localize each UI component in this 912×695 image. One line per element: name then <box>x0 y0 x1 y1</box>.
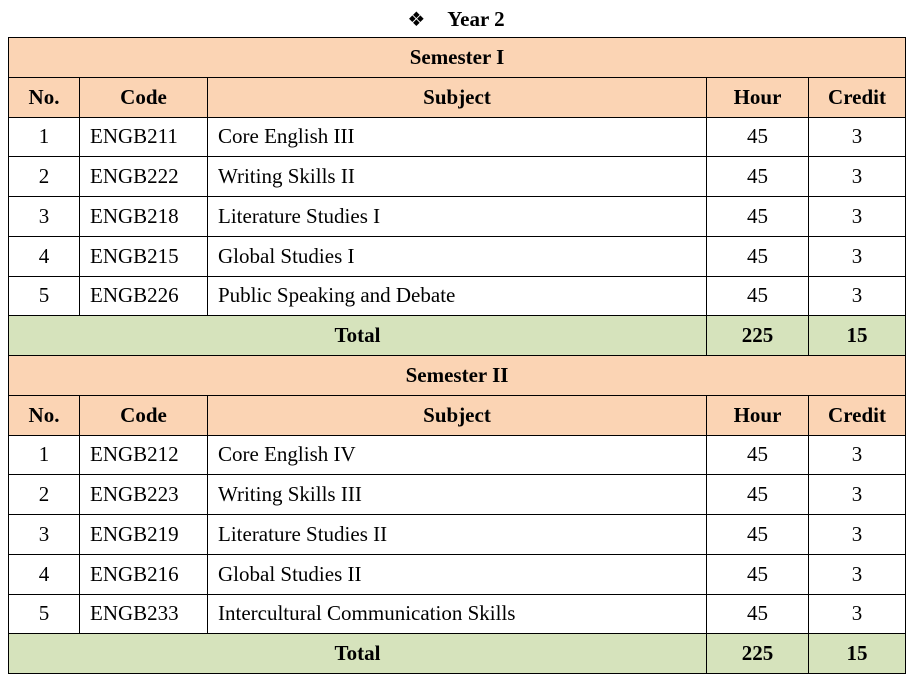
cell-code: ENGB219 <box>80 515 208 555</box>
cell-code: ENGB226 <box>80 276 208 316</box>
column-header-subject: Subject <box>208 395 707 435</box>
cell-code: ENGB222 <box>80 157 208 197</box>
cell-subject: Core English III <box>208 117 707 157</box>
cell-credit: 3 <box>809 435 906 475</box>
cell-credit: 3 <box>809 236 906 276</box>
column-header-hour: Hour <box>707 395 809 435</box>
year-heading: Year 2 <box>447 7 505 31</box>
cell-hour: 45 <box>707 475 809 515</box>
table-row <box>9 276 906 316</box>
cell-no: 2 <box>9 475 80 515</box>
total-credit: 15 <box>809 316 906 356</box>
semester-title: Semester II <box>9 356 906 396</box>
total-label: Total <box>9 634 707 674</box>
cell-subject: Literature Studies I <box>208 197 707 237</box>
cell-subject: Global Studies I <box>208 236 707 276</box>
cell-credit: 3 <box>809 594 906 634</box>
column-header-credit: Credit <box>809 395 906 435</box>
column-header-code: Code <box>80 77 208 117</box>
table-row <box>9 554 906 594</box>
cell-hour: 45 <box>707 197 809 237</box>
cell-code: ENGB233 <box>80 594 208 634</box>
cell-code: ENGB211 <box>80 117 208 157</box>
cell-code: ENGB218 <box>80 197 208 237</box>
cell-no: 3 <box>9 515 80 555</box>
column-header-subject: Subject <box>208 77 707 117</box>
cell-credit: 3 <box>809 554 906 594</box>
cell-hour: 45 <box>707 435 809 475</box>
table-row <box>9 515 906 555</box>
cell-subject: Public Speaking and Debate <box>208 276 707 316</box>
cell-credit: 3 <box>809 276 906 316</box>
column-header-credit: Credit <box>809 77 906 117</box>
cell-code: ENGB212 <box>80 435 208 475</box>
cell-code: ENGB216 <box>80 554 208 594</box>
total-row <box>9 316 906 356</box>
cell-no: 3 <box>9 197 80 237</box>
cell-no: 1 <box>9 117 80 157</box>
table-row <box>9 157 906 197</box>
cell-subject: Literature Studies II <box>208 515 707 555</box>
cell-subject: Global Studies II <box>208 554 707 594</box>
semester-title: Semester I <box>9 38 906 78</box>
cell-no: 2 <box>9 157 80 197</box>
total-credit: 15 <box>809 634 906 674</box>
column-header-hour: Hour <box>707 77 809 117</box>
total-label: Total <box>9 316 707 356</box>
cell-hour: 45 <box>707 594 809 634</box>
cell-hour: 45 <box>707 554 809 594</box>
column-header-code: Code <box>80 395 208 435</box>
cell-credit: 3 <box>809 117 906 157</box>
table-row <box>9 475 906 515</box>
cell-no: 4 <box>9 236 80 276</box>
cell-hour: 45 <box>707 236 809 276</box>
cell-credit: 3 <box>809 475 906 515</box>
cell-code: ENGB223 <box>80 475 208 515</box>
column-header-no: No. <box>9 395 80 435</box>
cell-no: 1 <box>9 435 80 475</box>
page-title <box>0 4 912 34</box>
table-row <box>9 236 906 276</box>
column-header-no: No. <box>9 77 80 117</box>
semester-heading-row <box>9 38 906 78</box>
cell-subject: Writing Skills III <box>208 475 707 515</box>
cell-credit: 3 <box>809 197 906 237</box>
semester-heading-row <box>9 356 906 396</box>
cell-no: 5 <box>9 276 80 316</box>
cell-credit: 3 <box>809 515 906 555</box>
cell-hour: 45 <box>707 117 809 157</box>
total-hour: 225 <box>707 634 809 674</box>
table-row <box>9 435 906 475</box>
curriculum-table <box>8 37 906 674</box>
cell-hour: 45 <box>707 157 809 197</box>
cell-hour: 45 <box>707 276 809 316</box>
column-header-row <box>9 395 906 435</box>
cell-no: 5 <box>9 594 80 634</box>
cell-hour: 45 <box>707 515 809 555</box>
diamond-bullet-icon: ❖ <box>407 9 426 31</box>
cell-credit: 3 <box>809 157 906 197</box>
cell-subject: Core English IV <box>208 435 707 475</box>
table-row <box>9 594 906 634</box>
cell-code: ENGB215 <box>80 236 208 276</box>
cell-subject: Writing Skills II <box>208 157 707 197</box>
column-header-row <box>9 77 906 117</box>
cell-no: 4 <box>9 554 80 594</box>
total-hour: 225 <box>707 316 809 356</box>
total-row <box>9 634 906 674</box>
table-row <box>9 117 906 157</box>
cell-subject: Intercultural Communication Skills <box>208 594 707 634</box>
table-row <box>9 197 906 237</box>
